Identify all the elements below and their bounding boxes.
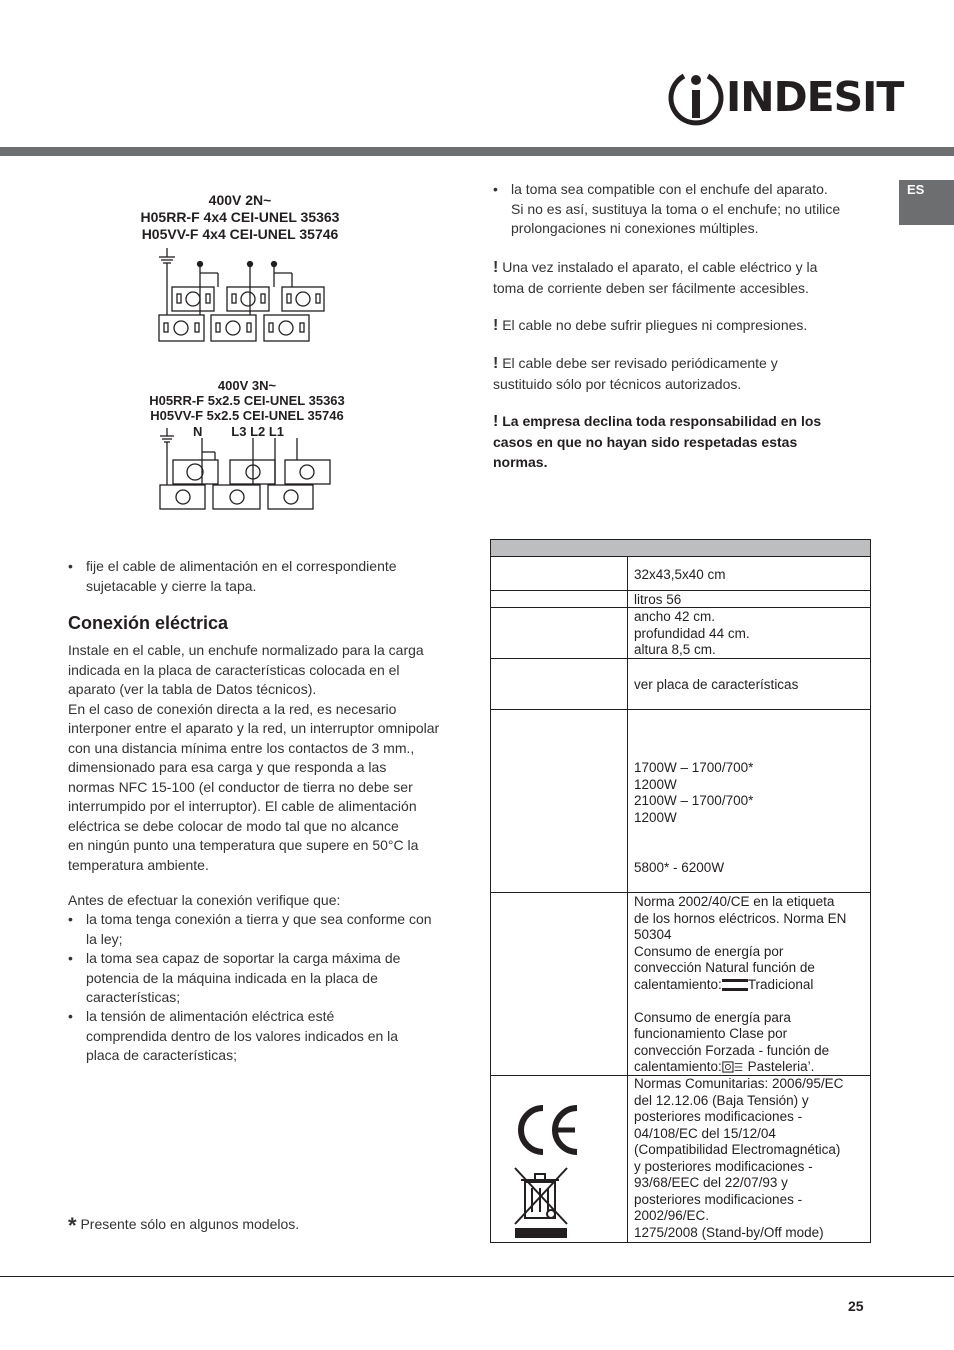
conventional-heating-icon	[722, 978, 748, 992]
text-line: características;	[86, 989, 181, 1005]
footnote	[68, 1213, 299, 1239]
tech-volume: litros 56	[634, 592, 682, 607]
text-line: prolongaciones ni conexiones múltiples.	[511, 220, 759, 236]
text-line: 1200W	[634, 776, 677, 792]
text-line: sustituido sólo por técnicos autorizados.	[493, 376, 742, 392]
table-row-line	[490, 590, 871, 591]
electrical-paragraph	[68, 641, 458, 875]
text-line: El cable debe ser revisado periódicamente y	[502, 355, 778, 371]
wiring-diagram-2	[155, 424, 345, 514]
table-row-line	[490, 709, 871, 710]
text-line: funcionamiento Clase por	[634, 1026, 788, 1041]
text-line: potencia de la máquina indicada en la placa de	[86, 969, 378, 986]
text-line: normas NFC 15-100 (el conductor de tierra no debe ser	[68, 778, 413, 795]
tech-voltage: ver placa de características	[634, 677, 799, 692]
text-line: casos en que no hayan sido respetadas estas	[493, 434, 798, 450]
text-line: con una distancia mínima entre los contactos de 3 mm.,	[68, 739, 415, 756]
text-line: convección Forzada - función de	[634, 1042, 830, 1058]
bullet-dot: •	[68, 1008, 73, 1024]
indesit-i-symbol-icon	[668, 68, 724, 128]
text-line: Tradicional	[747, 976, 814, 992]
text-line: ancho 42 cm.	[634, 609, 716, 624]
text-line: temperatura ambiente.	[68, 856, 209, 873]
text-line: posteriores modificaciones -	[634, 1109, 803, 1124]
text-line: Consumo de energía para	[634, 1009, 791, 1025]
bullet-dot: •	[68, 950, 73, 966]
text-line: 1700W – 1700/700*	[634, 760, 754, 775]
verify-intro: Antes de efectuar la conexión verifique que:	[68, 892, 341, 908]
text-line: 2002/96/EC.	[634, 1208, 710, 1223]
section-title-electrical: Conexión eléctrica	[68, 613, 229, 633]
text-line: en ningún punto una temperatura que supere en 50°C la	[68, 837, 419, 853]
text-line: Consumo de energía por	[634, 943, 784, 959]
tech-norms	[634, 1076, 868, 1241]
text-line: la toma sea compatible con el enchufe del aparato.	[511, 181, 828, 197]
text-line: Pasteleria’.	[747, 1059, 815, 1074]
text-line: La empresa declina toda responsabilidad en los	[502, 413, 822, 429]
diagram1-cable1: H05RR-F 4x4 CEI-UNEL 35363	[140, 209, 340, 225]
logo-wordmark: INDESIT	[726, 73, 904, 121]
text-line: 93/68/EEC del 22/07/93 y	[634, 1175, 788, 1190]
text-line: la ley;	[86, 930, 123, 947]
text-line: Una vez instalado el aparato, el cable eléctrico y la	[502, 259, 818, 275]
text-line: profundidad 44 cm.	[634, 625, 750, 641]
table-divider	[627, 557, 628, 1243]
table-border-right	[870, 557, 871, 1243]
text-line: indicada en la placa de características colocada en el	[68, 661, 400, 678]
header-bar	[0, 147, 954, 156]
language-tab: ES	[899, 180, 954, 225]
warning-mark: !	[493, 355, 499, 372]
text-line: (Compatibilidad Electromagnética)	[634, 1142, 841, 1157]
bullet-dot: •	[493, 181, 498, 197]
table-row-line	[490, 892, 871, 893]
warning-accessible	[493, 257, 893, 298]
text-line: la tensión de alimentación eléctrica esté	[86, 1008, 335, 1024]
warning-inspect	[493, 353, 893, 394]
text-line: interponer entre el aparato y la red, un interruptor omnipolar	[68, 720, 440, 736]
diagram2-cable1: H05RR-F 5x2.5 CEI-UNEL 35363	[149, 393, 345, 408]
footnote-star: *	[68, 1213, 77, 1238]
warning-mark: !	[493, 413, 499, 430]
diagram1-voltage: 400V 2N~	[208, 192, 272, 208]
tech-useful-dims	[634, 609, 750, 659]
wiring-diagram-2-title	[97, 378, 397, 423]
warning-no-bend	[493, 315, 893, 336]
tech-dimensions: 32x43,5x40 cm	[634, 567, 726, 582]
diagram2-voltage: 400V 3N~	[217, 378, 277, 393]
text-line: comprendida dentro de los valores indicados en la	[86, 1027, 399, 1044]
text-line: fije el cable de alimentación en el correspondiente	[86, 558, 397, 574]
footnote-text: Presente sólo en algunos modelos.	[80, 1216, 300, 1232]
text-line: posteriores modificaciones -	[634, 1191, 803, 1207]
text-line: convección Natural función de	[634, 960, 815, 975]
bullet-dot: •	[68, 911, 73, 927]
bullet-dot: •	[68, 558, 73, 574]
tech-power	[634, 760, 753, 826]
text-line: 1275/2008 (Stand-by/Off mode)	[634, 1224, 824, 1240]
text-line: En el caso de conexión directa a la red, es necesario	[68, 700, 397, 717]
warning-mark: !	[493, 259, 499, 276]
table-row-line	[490, 1242, 871, 1243]
page-number: 25	[848, 1298, 864, 1314]
warning-liability	[493, 411, 893, 472]
text-line: la toma tenga conexión a tierra y que sea conforme con	[86, 911, 432, 927]
wiring-diagram-1	[150, 243, 340, 343]
text-line: 2100W – 1700/700*	[634, 793, 754, 808]
text-line: eléctrica se debe colocar de modo tal que no alcance	[68, 817, 399, 834]
footer-rule	[0, 1276, 954, 1277]
text-line: placa de características;	[86, 1047, 237, 1063]
tech-table-header	[490, 539, 871, 557]
text-line: dimensionado para esa carga y que responda a las	[68, 759, 387, 775]
diagram1-cable2: H05VV-F 4x4 CEI-UNEL 35746	[141, 226, 339, 242]
text-line: 1200W	[634, 809, 677, 825]
text-line: la toma sea capaz de soportar la carga máxima de	[86, 950, 401, 966]
text-line: altura 8,5 cm.	[634, 642, 716, 657]
text-line: interrumpido por el interruptor). El cable de alimentación	[68, 798, 417, 814]
text-line: toma de corriente deben ser fácilmente accesibles.	[493, 280, 809, 296]
text-line: aparato (ver la tabla de Datos técnicos).	[68, 681, 317, 697]
diagram2-terminal-labels: N L3 L2 L1	[193, 424, 285, 439]
text-line: del 12.12.06 (Baja Tensión) y	[634, 1092, 809, 1108]
pastry-fan-icon	[722, 1060, 744, 1074]
tech-energy	[634, 894, 868, 1076]
ce-mark-icon	[513, 1102, 581, 1158]
text-line: Instale en el cable, un enchufe normalizado para la carga	[68, 642, 424, 658]
text-line: Normas Comunitarias: 2006/95/EC	[634, 1076, 844, 1091]
tech-power-total: 5800* - 6200W	[634, 860, 725, 875]
text-line: 50304	[634, 927, 672, 942]
text-line: calentamiento:	[634, 1059, 722, 1074]
diagram2-cable2: H05VV-F 5x2.5 CEI-UNEL 35746	[150, 408, 344, 423]
text-line: Norma 2002/40/CE en la etiqueta	[634, 894, 835, 909]
text-line: calentamiento:	[634, 976, 722, 992]
text-line: El cable no debe sufrir pliegues ni compresiones.	[502, 317, 808, 333]
text-line: sujetacable y cierre la tapa.	[86, 577, 257, 594]
wiring-diagram-1-title	[90, 192, 390, 243]
weee-bin-icon	[513, 1166, 569, 1240]
warning-mark: !	[493, 317, 499, 334]
text-line: de los hornos eléctricos. Norma EN	[634, 910, 847, 926]
text-line: Si no es así, sustituya la toma o el enchufe; no utilice	[511, 200, 841, 217]
table-border-left	[490, 557, 491, 1243]
text-line: normas.	[493, 454, 548, 470]
text-line: y posteriores modificaciones -	[634, 1158, 813, 1174]
text-line: 04/108/EC del 15/12/04	[634, 1125, 776, 1141]
indesit-logo	[668, 66, 904, 128]
